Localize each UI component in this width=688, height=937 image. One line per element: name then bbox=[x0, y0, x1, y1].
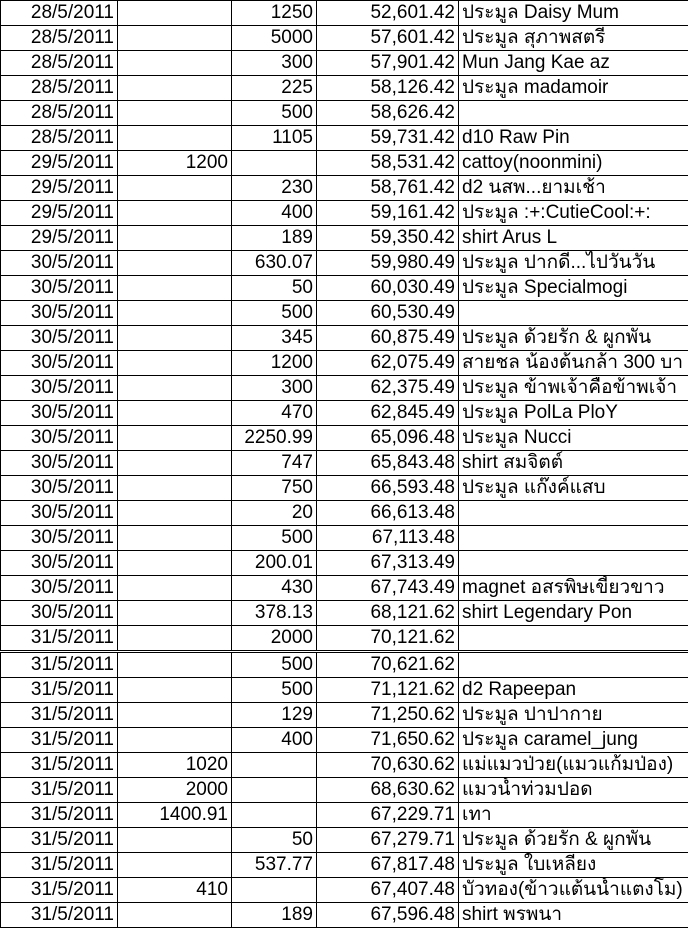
note-cell[interactable]: shirt Legendary Pon bbox=[459, 601, 688, 626]
withdrawal-cell[interactable]: 410 bbox=[118, 878, 232, 903]
note-cell[interactable]: ประมูล caramel_jung bbox=[459, 728, 688, 753]
note-cell[interactable] bbox=[459, 301, 688, 326]
note-cell[interactable]: ประมูล ข้าพเจ้าคือข้าพเจ้า bbox=[459, 376, 688, 401]
deposit-cell[interactable]: 5000 bbox=[232, 26, 317, 51]
date-cell[interactable]: 31/5/2011 bbox=[1, 753, 118, 778]
table-row bbox=[1, 1, 688, 26]
date-cell[interactable]: 29/5/2011 bbox=[1, 151, 118, 176]
balance-cell[interactable]: 62,845.49 bbox=[317, 401, 459, 426]
deposit-cell[interactable] bbox=[232, 151, 317, 176]
date-cell[interactable]: 30/5/2011 bbox=[1, 351, 118, 376]
withdrawal-cell[interactable] bbox=[118, 101, 232, 126]
deposit-cell[interactable]: 20 bbox=[232, 501, 317, 526]
deposit-cell[interactable]: 500 bbox=[232, 101, 317, 126]
table-row bbox=[1, 426, 688, 451]
table-row bbox=[1, 703, 688, 728]
withdrawal-cell[interactable] bbox=[118, 501, 232, 526]
date-cell[interactable]: 30/5/2011 bbox=[1, 476, 118, 501]
withdrawal-cell[interactable] bbox=[118, 1, 232, 26]
balance-cell[interactable]: 59,980.49 bbox=[317, 251, 459, 276]
withdrawal-cell[interactable]: 1400.91 bbox=[118, 803, 232, 828]
table-row bbox=[1, 728, 688, 753]
deposit-cell[interactable]: 1200 bbox=[232, 351, 317, 376]
withdrawal-cell[interactable] bbox=[118, 678, 232, 703]
deposit-cell[interactable]: 630.07 bbox=[232, 251, 317, 276]
table-row bbox=[1, 401, 688, 426]
date-cell[interactable]: 30/5/2011 bbox=[1, 401, 118, 426]
date-cell[interactable]: 30/5/2011 bbox=[1, 301, 118, 326]
date-cell[interactable]: 28/5/2011 bbox=[1, 126, 118, 151]
withdrawal-cell[interactable] bbox=[118, 301, 232, 326]
date-cell[interactable]: 30/5/2011 bbox=[1, 601, 118, 626]
date-cell[interactable]: 30/5/2011 bbox=[1, 376, 118, 401]
date-cell[interactable]: 31/5/2011 bbox=[1, 678, 118, 703]
deposit-cell[interactable]: 430 bbox=[232, 576, 317, 601]
deposit-cell[interactable]: 2250.99 bbox=[232, 426, 317, 451]
date-cell[interactable]: 28/5/2011 bbox=[1, 51, 118, 76]
table-row bbox=[1, 201, 688, 226]
table-row bbox=[1, 76, 688, 101]
note-cell[interactable]: shirt พรพนา bbox=[459, 903, 688, 928]
table-row bbox=[1, 176, 688, 201]
note-cell[interactable] bbox=[459, 626, 688, 652]
date-cell[interactable]: 29/5/2011 bbox=[1, 201, 118, 226]
withdrawal-cell[interactable] bbox=[118, 126, 232, 151]
note-cell[interactable]: ประมูล madamoir bbox=[459, 76, 688, 101]
deposit-cell[interactable] bbox=[232, 878, 317, 903]
note-cell[interactable] bbox=[459, 652, 688, 678]
balance-cell[interactable]: 60,875.49 bbox=[317, 326, 459, 351]
balance-cell[interactable]: 68,630.62 bbox=[317, 778, 459, 803]
table-row bbox=[1, 351, 688, 376]
table-row bbox=[1, 778, 688, 803]
balance-cell[interactable]: 65,096.48 bbox=[317, 426, 459, 451]
deposit-cell[interactable] bbox=[232, 803, 317, 828]
note-cell[interactable]: magnet อสรพิษเขี้ยวขาว bbox=[459, 576, 688, 601]
withdrawal-cell[interactable] bbox=[118, 703, 232, 728]
withdrawal-cell[interactable] bbox=[118, 576, 232, 601]
table-row bbox=[1, 26, 688, 51]
note-cell[interactable]: d2 นสพ...ยามเช้า bbox=[459, 176, 688, 201]
balance-cell[interactable]: 71,250.62 bbox=[317, 703, 459, 728]
date-cell[interactable]: 31/5/2011 bbox=[1, 828, 118, 853]
deposit-cell[interactable]: 470 bbox=[232, 401, 317, 426]
withdrawal-cell[interactable] bbox=[118, 26, 232, 51]
withdrawal-cell[interactable] bbox=[118, 526, 232, 551]
deposit-cell[interactable]: 225 bbox=[232, 76, 317, 101]
balance-cell[interactable]: 66,613.48 bbox=[317, 501, 459, 526]
table-row bbox=[1, 101, 688, 126]
table-row bbox=[1, 652, 688, 678]
withdrawal-cell[interactable] bbox=[118, 201, 232, 226]
date-cell[interactable]: 30/5/2011 bbox=[1, 426, 118, 451]
table-row bbox=[1, 828, 688, 853]
note-cell[interactable]: shirt Arus L bbox=[459, 226, 688, 251]
ledger-body bbox=[1, 1, 688, 928]
table-row bbox=[1, 526, 688, 551]
deposit-cell[interactable]: 2000 bbox=[232, 626, 317, 652]
note-cell[interactable]: ประมูล ปากดี...ไปวันวัน bbox=[459, 251, 688, 276]
balance-cell[interactable]: 57,901.42 bbox=[317, 51, 459, 76]
date-cell[interactable]: 31/5/2011 bbox=[1, 853, 118, 878]
note-cell[interactable]: cattoy(noonmini) bbox=[459, 151, 688, 176]
note-cell[interactable]: ประมูล ด้วยรัก & ผูกพัน bbox=[459, 326, 688, 351]
note-cell[interactable]: shirt สมจิตต์ bbox=[459, 451, 688, 476]
balance-cell[interactable]: 57,601.42 bbox=[317, 26, 459, 51]
withdrawal-cell[interactable]: 1020 bbox=[118, 753, 232, 778]
balance-cell[interactable]: 67,817.48 bbox=[317, 853, 459, 878]
note-cell[interactable] bbox=[459, 551, 688, 576]
table-row bbox=[1, 151, 688, 176]
date-cell[interactable]: 30/5/2011 bbox=[1, 576, 118, 601]
balance-cell[interactable]: 71,121.62 bbox=[317, 678, 459, 703]
table-row bbox=[1, 376, 688, 401]
note-cell[interactable]: ประมูล ปาปากาย bbox=[459, 703, 688, 728]
withdrawal-cell[interactable] bbox=[118, 903, 232, 928]
deposit-cell[interactable]: 400 bbox=[232, 728, 317, 753]
deposit-cell[interactable]: 500 bbox=[232, 652, 317, 678]
balance-cell[interactable]: 60,030.49 bbox=[317, 276, 459, 301]
table-row bbox=[1, 251, 688, 276]
note-cell[interactable]: แมวน้ำท่วมปอด bbox=[459, 778, 688, 803]
date-cell[interactable]: 28/5/2011 bbox=[1, 1, 118, 26]
balance-cell[interactable]: 52,601.42 bbox=[317, 1, 459, 26]
balance-cell[interactable]: 67,407.48 bbox=[317, 878, 459, 903]
date-cell[interactable]: 28/5/2011 bbox=[1, 76, 118, 101]
deposit-cell[interactable]: 750 bbox=[232, 476, 317, 501]
note-cell[interactable]: ประมูล PolLa PloY bbox=[459, 401, 688, 426]
table-row bbox=[1, 601, 688, 626]
date-cell[interactable]: 31/5/2011 bbox=[1, 703, 118, 728]
deposit-cell[interactable]: 189 bbox=[232, 226, 317, 251]
deposit-cell[interactable]: 1250 bbox=[232, 1, 317, 26]
table-row bbox=[1, 551, 688, 576]
withdrawal-cell[interactable] bbox=[118, 376, 232, 401]
deposit-cell[interactable]: 537.77 bbox=[232, 853, 317, 878]
balance-cell[interactable]: 66,593.48 bbox=[317, 476, 459, 501]
date-cell[interactable]: 31/5/2011 bbox=[1, 652, 118, 678]
deposit-cell[interactable]: 378.13 bbox=[232, 601, 317, 626]
date-cell[interactable]: 29/5/2011 bbox=[1, 176, 118, 201]
withdrawal-cell[interactable] bbox=[118, 652, 232, 678]
date-cell[interactable]: 31/5/2011 bbox=[1, 878, 118, 903]
withdrawal-cell[interactable] bbox=[118, 51, 232, 76]
balance-cell[interactable]: 58,761.42 bbox=[317, 176, 459, 201]
balance-cell[interactable]: 67,279.71 bbox=[317, 828, 459, 853]
table-row bbox=[1, 501, 688, 526]
balance-cell[interactable]: 62,075.49 bbox=[317, 351, 459, 376]
withdrawal-cell[interactable] bbox=[118, 601, 232, 626]
withdrawal-cell[interactable]: 2000 bbox=[118, 778, 232, 803]
table-row bbox=[1, 226, 688, 251]
withdrawal-cell[interactable] bbox=[118, 626, 232, 652]
note-cell[interactable]: เทา bbox=[459, 803, 688, 828]
table-row bbox=[1, 126, 688, 151]
balance-cell[interactable]: 70,121.62 bbox=[317, 626, 459, 652]
table-row bbox=[1, 476, 688, 501]
balance-cell[interactable]: 59,731.42 bbox=[317, 126, 459, 151]
date-cell[interactable]: 30/5/2011 bbox=[1, 526, 118, 551]
note-cell[interactable]: ประมูล Specialmogi bbox=[459, 276, 688, 301]
table-row bbox=[1, 301, 688, 326]
note-cell[interactable] bbox=[459, 101, 688, 126]
note-cell[interactable] bbox=[459, 501, 688, 526]
deposit-cell[interactable]: 129 bbox=[232, 703, 317, 728]
balance-cell[interactable]: 59,350.42 bbox=[317, 226, 459, 251]
date-cell[interactable]: 31/5/2011 bbox=[1, 903, 118, 928]
withdrawal-cell[interactable] bbox=[118, 251, 232, 276]
withdrawal-cell[interactable]: 1200 bbox=[118, 151, 232, 176]
withdrawal-cell[interactable] bbox=[118, 551, 232, 576]
balance-cell[interactable]: 67,113.48 bbox=[317, 526, 459, 551]
deposit-cell[interactable]: 189 bbox=[232, 903, 317, 928]
deposit-cell[interactable]: 50 bbox=[232, 276, 317, 301]
balance-cell[interactable]: 70,630.62 bbox=[317, 753, 459, 778]
withdrawal-cell[interactable] bbox=[118, 176, 232, 201]
date-cell[interactable]: 28/5/2011 bbox=[1, 26, 118, 51]
date-cell[interactable]: 28/5/2011 bbox=[1, 101, 118, 126]
date-cell[interactable]: 30/5/2011 bbox=[1, 326, 118, 351]
deposit-cell[interactable]: 300 bbox=[232, 51, 317, 76]
withdrawal-cell[interactable] bbox=[118, 351, 232, 376]
deposit-cell[interactable]: 300 bbox=[232, 376, 317, 401]
balance-cell[interactable]: 67,229.71 bbox=[317, 803, 459, 828]
balance-cell[interactable]: 65,843.48 bbox=[317, 451, 459, 476]
withdrawal-cell[interactable] bbox=[118, 828, 232, 853]
note-cell[interactable] bbox=[459, 526, 688, 551]
balance-cell[interactable]: 59,161.42 bbox=[317, 201, 459, 226]
deposit-cell[interactable]: 345 bbox=[232, 326, 317, 351]
withdrawal-cell[interactable] bbox=[118, 451, 232, 476]
balance-cell[interactable]: 70,621.62 bbox=[317, 652, 459, 678]
date-cell[interactable]: 30/5/2011 bbox=[1, 501, 118, 526]
table-row bbox=[1, 878, 688, 903]
deposit-cell[interactable]: 230 bbox=[232, 176, 317, 201]
date-cell[interactable]: 31/5/2011 bbox=[1, 803, 118, 828]
withdrawal-cell[interactable] bbox=[118, 728, 232, 753]
table-row bbox=[1, 626, 688, 652]
withdrawal-cell[interactable] bbox=[118, 226, 232, 251]
deposit-cell[interactable]: 500 bbox=[232, 301, 317, 326]
table-row bbox=[1, 803, 688, 828]
note-cell[interactable]: Mun Jang Kae az bbox=[459, 51, 688, 76]
balance-cell[interactable]: 58,531.42 bbox=[317, 151, 459, 176]
date-cell[interactable]: 31/5/2011 bbox=[1, 626, 118, 652]
table-row bbox=[1, 678, 688, 703]
balance-cell[interactable]: 60,530.49 bbox=[317, 301, 459, 326]
balance-cell[interactable]: 58,126.42 bbox=[317, 76, 459, 101]
table-row bbox=[1, 853, 688, 878]
deposit-cell[interactable] bbox=[232, 753, 317, 778]
balance-cell[interactable]: 67,313.49 bbox=[317, 551, 459, 576]
date-cell[interactable]: 31/5/2011 bbox=[1, 778, 118, 803]
table-row bbox=[1, 903, 688, 928]
deposit-cell[interactable]: 1105 bbox=[232, 126, 317, 151]
balance-cell[interactable]: 67,596.48 bbox=[317, 903, 459, 928]
date-cell[interactable]: 30/5/2011 bbox=[1, 276, 118, 301]
balance-cell[interactable]: 58,626.42 bbox=[317, 101, 459, 126]
withdrawal-cell[interactable] bbox=[118, 326, 232, 351]
note-cell[interactable]: d2 Rapeepan bbox=[459, 678, 688, 703]
deposit-cell[interactable]: 200.01 bbox=[232, 551, 317, 576]
deposit-cell[interactable]: 400 bbox=[232, 201, 317, 226]
balance-cell[interactable]: 62,375.49 bbox=[317, 376, 459, 401]
deposit-cell[interactable] bbox=[232, 778, 317, 803]
date-cell[interactable]: 30/5/2011 bbox=[1, 251, 118, 276]
date-cell[interactable]: 29/5/2011 bbox=[1, 226, 118, 251]
deposit-cell[interactable]: 50 bbox=[232, 828, 317, 853]
table-row bbox=[1, 326, 688, 351]
withdrawal-cell[interactable] bbox=[118, 401, 232, 426]
table-row bbox=[1, 753, 688, 778]
date-cell[interactable]: 30/5/2011 bbox=[1, 451, 118, 476]
note-cell[interactable]: ประมูล Nucci bbox=[459, 426, 688, 451]
date-cell[interactable]: 31/5/2011 bbox=[1, 728, 118, 753]
note-cell[interactable]: ประมูล สุภาพสตรี bbox=[459, 26, 688, 51]
deposit-cell[interactable]: 747 bbox=[232, 451, 317, 476]
deposit-cell[interactable]: 500 bbox=[232, 678, 317, 703]
table-row bbox=[1, 51, 688, 76]
withdrawal-cell[interactable] bbox=[118, 76, 232, 101]
note-cell[interactable]: ประมูล Daisy Mum bbox=[459, 1, 688, 26]
note-cell[interactable]: บัวทอง(ข้าวแต้นน้ำแตงโม) bbox=[459, 878, 688, 903]
note-cell[interactable]: สายชล น้องต้นกล้า 300 บา bbox=[459, 351, 688, 376]
balance-cell[interactable]: 67,743.49 bbox=[317, 576, 459, 601]
date-cell[interactable]: 30/5/2011 bbox=[1, 551, 118, 576]
note-cell[interactable]: แม่แมวป่วย(แมวแก้มป่อง) bbox=[459, 753, 688, 778]
table-row bbox=[1, 451, 688, 476]
note-cell[interactable]: ประมูล แก๊งค์แสบ bbox=[459, 476, 688, 501]
note-cell[interactable]: ประมูล ใบเหลียง bbox=[459, 853, 688, 878]
withdrawal-cell[interactable] bbox=[118, 426, 232, 451]
deposit-cell[interactable]: 500 bbox=[232, 526, 317, 551]
balance-cell[interactable]: 68,121.62 bbox=[317, 601, 459, 626]
withdrawal-cell[interactable] bbox=[118, 476, 232, 501]
note-cell[interactable]: ประมูล :+:CutieCool:+: bbox=[459, 201, 688, 226]
table-row bbox=[1, 276, 688, 301]
table-row bbox=[1, 576, 688, 601]
note-cell[interactable]: ประมูล ด้วยรัก & ผูกพัน bbox=[459, 828, 688, 853]
note-cell[interactable]: d10 Raw Pin bbox=[459, 126, 688, 151]
withdrawal-cell[interactable] bbox=[118, 853, 232, 878]
balance-cell[interactable]: 71,650.62 bbox=[317, 728, 459, 753]
withdrawal-cell[interactable] bbox=[118, 276, 232, 301]
